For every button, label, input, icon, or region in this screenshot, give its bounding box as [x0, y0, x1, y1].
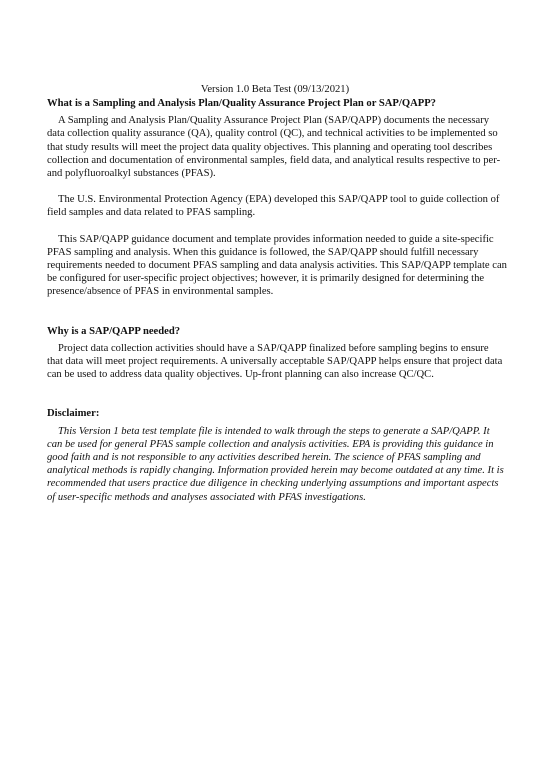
document-body — [47, 97, 507, 504]
section-what-paragraph-2: The U.S. Environmental Protection Agency (EPA) developed this SAP/QAPP tool to guide collection of field samples and data related to PFAS sampling. — [47, 194, 500, 219]
section-disclaimer-heading: Disclaimer: — [47, 408, 100, 420]
section-why-heading: Why is a SAP/QAPP needed? — [47, 325, 181, 337]
section-why — [47, 325, 507, 382]
section-why-paragraph-1: Project data collection activities should have a SAP/QAPP finalized before sampling begins to ensure that data will meet project requirements. A universally acceptable SAP/QAPP helps ensure that project data can be used to address data quality objectives. Up-front planning can also increase QC/QC. — [47, 342, 503, 381]
section-what-paragraph-1: A Sampling and Analysis Plan/Quality Assurance Project Plan (SAP/QAPP) documents the necessary data collection quality assurance (QA), quality control (QC), and technical activities to be implemented so that study results will meet the project data quality objectives. This planning and operating tool describes collection and documentation of environmental samples, field data, and analytical results respective to per- and polyfluoroalkyl substances (PFAS). — [47, 115, 501, 180]
section-disclaimer — [47, 407, 507, 503]
version-line: Version 1.0 Beta Test (09/13/2021) — [200, 84, 350, 95]
section-disclaimer-paragraph-1: This Version 1 beta test template file is intended to walk through the steps to generate a SAP/QAPP. It can be used for general PFAS sample collection and analysis activities. EPA is providing this guidance in good faith and is not responsible to any activities described herein. The science of PFAS sampling and analytical methods is rapidly changing. Information provided herein may become outdated at any time. It is recommended that users practice due diligence in checking underlying assumptions and important aspects of user-specific methods and analyses associated with PFAS investigations. — [47, 425, 504, 503]
section-what-heading: What is a Sampling and Analysis Plan/Quality Assurance Project Plan or SAP/QAPP? — [47, 98, 436, 109]
section-what — [47, 97, 507, 299]
section-what-paragraph-3: This SAP/QAPP guidance document and template provides information needed to guide a site-specific PFAS sampling and analysis. When this guidance is followed, the SAP/QAPP should fulfill necessary requirements needed to document PFAS sampling and data analysis activities. This SAP/QAPP template can be configured for user-specific project objectives; however, it is primarily designed for determining the presence/absence of PFAS in environmental samples. — [47, 233, 507, 298]
